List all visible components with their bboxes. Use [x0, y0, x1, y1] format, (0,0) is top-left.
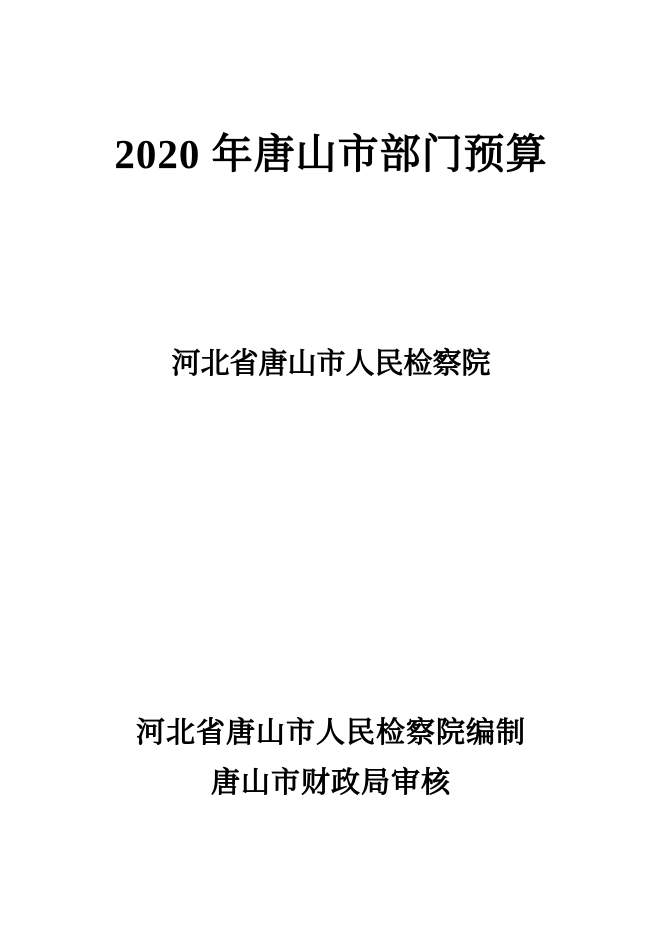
reviewer-line: 唐山市财政局审核: [210, 767, 451, 799]
compiler-line: 河北省唐山市人民检察院编制: [135, 717, 526, 749]
cover-footer: [0, 708, 662, 808]
document-title: 2020 年唐山市部门预算: [114, 131, 548, 177]
department-name: 河北省唐山市人民检察院: [171, 348, 491, 380]
